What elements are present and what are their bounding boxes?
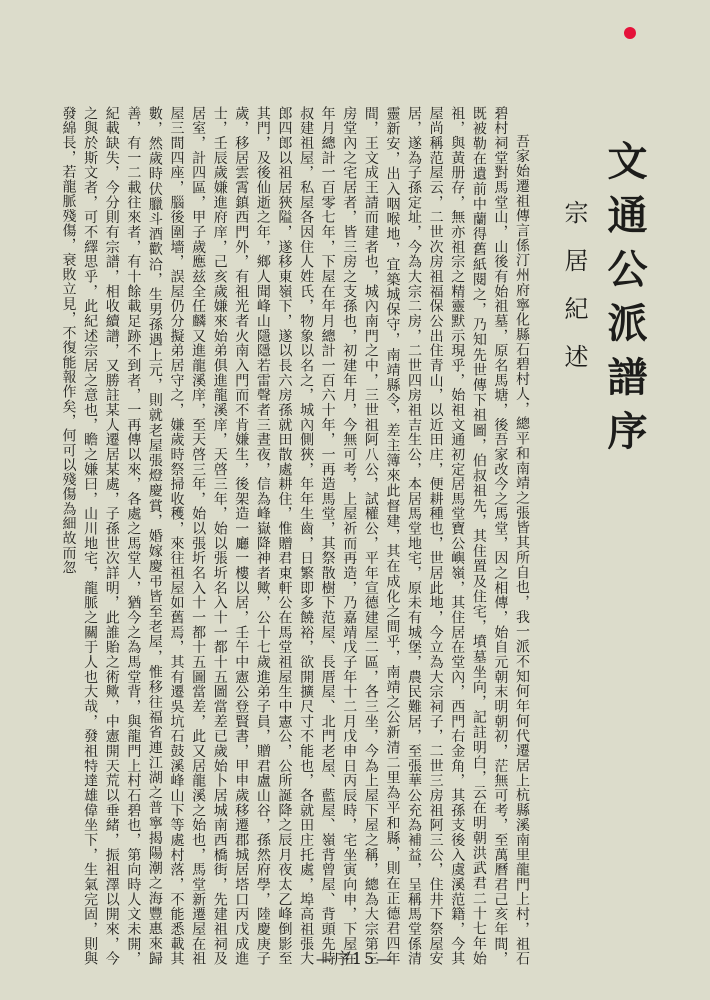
document-title: 文通公派譜序 xyxy=(601,140,648,464)
body-paragraph: 吾家始遷祖傳言係汀州府寧化縣石碧村人，總平和南靖之張皆其所自也，我一派不知何年何代遷居上杭縣溪南里龍門上村，祖石碧村祠堂對馬堂山，山後有始祖墓，原名馬塘，後吾家改今之馬堂，因之相傳，始自元朝末明朝初，茫無可考，至萬曆君己亥年間，既被勒在遺前中蘭得舊紙閱之，乃知先世傳下祖圖，伯叔祖先，其住置及住宅，墳墓坐向，記註明白，云在明朝洪武君二十七年始祖，與黃册存，無亦祖宗之精靈默示現乎，始祖文通初定居馬堂寶公嶼嶺，其住居在堂內，西門右金角，其孫支後入虞溪范籍，今其屋尚稱范屋云，二世次房祖福保公出住青山，以近田庄，便耕種也，世居此地，今立為大宗祠子，二世三房祖阿三公，住井下祭屋安居，遂為子孫定址，今為大宗二房，二世四房祖吉生公，本居馬堂地宅，原未有城堡，農民難居，至張華公充為補益，呈稱馬堂係清靈新安，出入咽喉地，宜築城保守，南靖縣令，差主簿來此督建，其在成化之間乎，南靖之公新清二里為平和縣，則在正德君四年間，王文成王請而建者也，城內南門之中，三世祖阿八公，試權公，平年宣德建屋二區，各三坐，今為上屋下屋之稱，總為大宗第三房堂內之宅居者，皆三房之支孫也，初建年月，今無可考，上屋祈而再造，乃嘉靖戊子年十二月戊申日丙辰時，宅坐寅向申，下屋在年月總計一百零七年，下屋在年月總計一百六十年，一再造馬堂，其祭散樹下范屋、長厝屋、北門老屋、藍屋、嶺背曾屋、背頭先時叔建祖屋，私屋各因住人姓氏，物象以名之，城內側狹，年年生齒，日繁即多饒裕，欲開擴尺寸不能也，各就田庄托處，埠高祖張大郎四郎以祖居狹隘，遂移東嶺下，遂以長六房孫就田散處耕住，惟贈君東軒公在馬堂祖屋生中憲公，公所誕降之辰月夜太乙峰倒影至其門，及後仙逝之年，鄉人聞峰山隱隱若雷聲者三晝夜，信為峰嶽降神者歟，公十七歲進弟子員，贈君盧山谷，孫然府學，陸慶庚子歲，移居雲霄鎮西門外，有祖光者火南入門而不肯嫌生，後架造一廳一樓以居，壬午中憲公登賢書，甲申歲移遷郡城居塔口丙戊成進士，壬辰歲嫌進府庠，己亥歲嫌來始弟俱進龍溪庠，天啓三年，始以張圻名入十一都十五圖當差已歲始卜居城南西橋街，先建祖祠及居室，計四區，甲子歲應兹全任麟又進龍溪庠，至天啓三年，始以張圻名入十一都十五圖當差，此又居龍溪之始也，馬堂新遷屋在祖屋三間四座，腦後圍墻，誤屋仍分擬弟居守之，嫌歲時祭掃收穫，來往祖屋如舊焉，其有遷吳坑石鼓溪峰山下等處村落，不能悉載其數，然歲時伏臘斗酒歡洽，生男孫遇上元，則就老屋張燈慶賞，婚嫁慶弔皆至老屋，惟移往福省連江湖之普寧揭陽潮之海豐惠來歸善，有一二載往來者，有十餘載足跡不到者，一再傳以來，各處之馬堂人，猶今之為馬堂背，與龍門上村石碧也，第向時人文未開，紀載缺失，今分則有宗譜，相收續譜，又勝註某人遷居某處，子孫世次詳明，此誰貽之術歟，中憲開天荒以垂緒，振祖澤以開來，今之與於斯文者，可不繹思乎，此紀述宗居之意也，瞻之嫌曰，山川地宅，龍脈之關于人也大哉，發祖特達雄偉坐下，生氣完固，則與發綿長，若龍脈殘傷，衰敗立見，不復能報作矣，何可以殘傷為細故而忽 xyxy=(60,106,530,966)
red-dot-mark xyxy=(624,27,636,39)
body-text xyxy=(52,106,532,966)
page-number: —序15— xyxy=(315,949,395,968)
document-subtitle: 宗居紀述 xyxy=(560,200,588,392)
